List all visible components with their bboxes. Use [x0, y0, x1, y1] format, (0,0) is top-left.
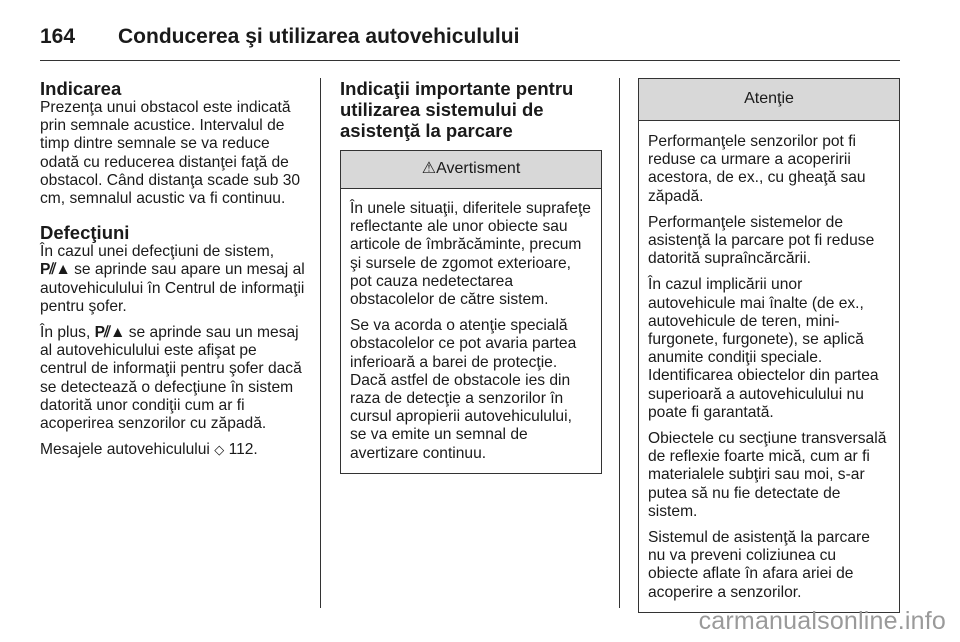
parking-assist-icon: P⫽▲: [40, 261, 70, 279]
defectiuni-paragraph-1: [40, 243, 306, 316]
warning-icon: ⚠: [421, 160, 437, 177]
attention-paragraph-4: Obiectele cu secţiune transversală de reflexie foarte mică, cum ar fi materialele subţiri sau moi, s-ar putea să nu fie detectate de sistem.: [648, 430, 887, 520]
defectiuni-text-2b: se aprinde sau un mesaj al autovehiculului este afişat pe centrul de informaţii pentru şofer dacă se detectează o defecţiune în sistem datorită unor condiţii cum ar fi acoperirea senzorilor cu zăpadă.: [40, 324, 302, 433]
warning-paragraph-1: În unele situaţii, diferitele suprafeţe reflectante ale unor obiecte sau articole de îmbrăcăminte, precum şi sursele de zgomot exterioare, pot cauza nedetectarea obstacolelor de către sistem.: [350, 200, 591, 309]
defectiuni-paragraph-2: [40, 324, 306, 433]
defectiuni-text-2a: În plus,: [40, 324, 95, 342]
warning-paragraph-2: Se va acorda o atenţie specială obstacolelor ce pot avaria partea inferioară a barei de protecţie. Dacă astfel de obstacole ies din raza de detecţie a senzorilor în cursul apropierii autovehiculului, se va emite un semnal de avertizare continuu.: [350, 317, 577, 462]
attention-paragraph-3: În cazul implicării unor autovehicule mai înalte (de ex., autovehicule de teren, mini-furgonete, furgonete), se aplică anumite condiţii speciale. Identificarea obiectelor din partea superioară a autovehiculului nu poate fi garantată.: [648, 276, 879, 421]
page-title: Conducerea şi utilizarea autovehiculului: [118, 25, 520, 48]
attention-paragraph-5: Sistemul de asistenţă la parcare nu va preveni coliziunea cu obiecte aflate în afara ariei de acoperire a senzorilor.: [648, 529, 870, 601]
parking-assist-icon: P⫽▲: [94, 324, 125, 342]
column-divider: [320, 78, 321, 608]
warning-title: Avertisment: [436, 160, 521, 177]
mesaje-page-link[interactable]: 112.: [224, 441, 258, 459]
attention-paragraph-2: Performanţele sistemelor de asistenţă la parcare pot fi reduse datorită supraîncărcării.: [648, 213, 875, 268]
attention-paragraph-1: Performanţele senzorilor pot fi reduse ca urmare a acoperirii acestora, de ex., cu gheaţă sau zăpadă.: [648, 133, 866, 205]
defectiuni-text-1b: se aprinde sau apare un mesaj al autovehiculului în Centrul de informaţii pentru şofer.: [40, 261, 305, 315]
warning-box-header: [341, 151, 601, 189]
section-heading-defectiuni: Defecţiuni: [40, 222, 130, 244]
column-left: [40, 78, 306, 467]
page-reference-icon: ◇: [214, 442, 225, 458]
section-heading-indicatii: Indicaţii importante pentru utilizarea sistemului de asistenţă la parcare: [340, 78, 574, 141]
mesaje-reference: [40, 441, 306, 459]
attention-box-body: [639, 121, 899, 612]
watermark-text: carmanualsonline.info: [698, 607, 946, 635]
page-number: 164: [40, 25, 76, 48]
column-middle: [340, 78, 602, 474]
attention-box-header: Atenţie: [639, 79, 899, 121]
column-right: [638, 78, 900, 613]
warning-box: [340, 150, 602, 474]
section-heading-indicarea: Indicarea: [40, 78, 122, 99]
warning-box-body: [341, 189, 601, 473]
page-header: [40, 14, 900, 61]
mesaje-text: Mesajele autovehiculului: [40, 441, 215, 459]
indicarea-paragraph: Prezenţa unui obstacol este indicată prin semnale acustice. Intervalul de timp dintre semnale se va reduce odată cu reducerea distanţei faţă de obstacol. Când distanţa scade sub 30 cm, semnalul acustic va fi continuu.: [40, 99, 301, 208]
attention-box: [638, 78, 900, 613]
defectiuni-text-1a: În cazul unei defecţiuni de sistem,: [40, 243, 275, 261]
column-divider: [619, 78, 620, 608]
